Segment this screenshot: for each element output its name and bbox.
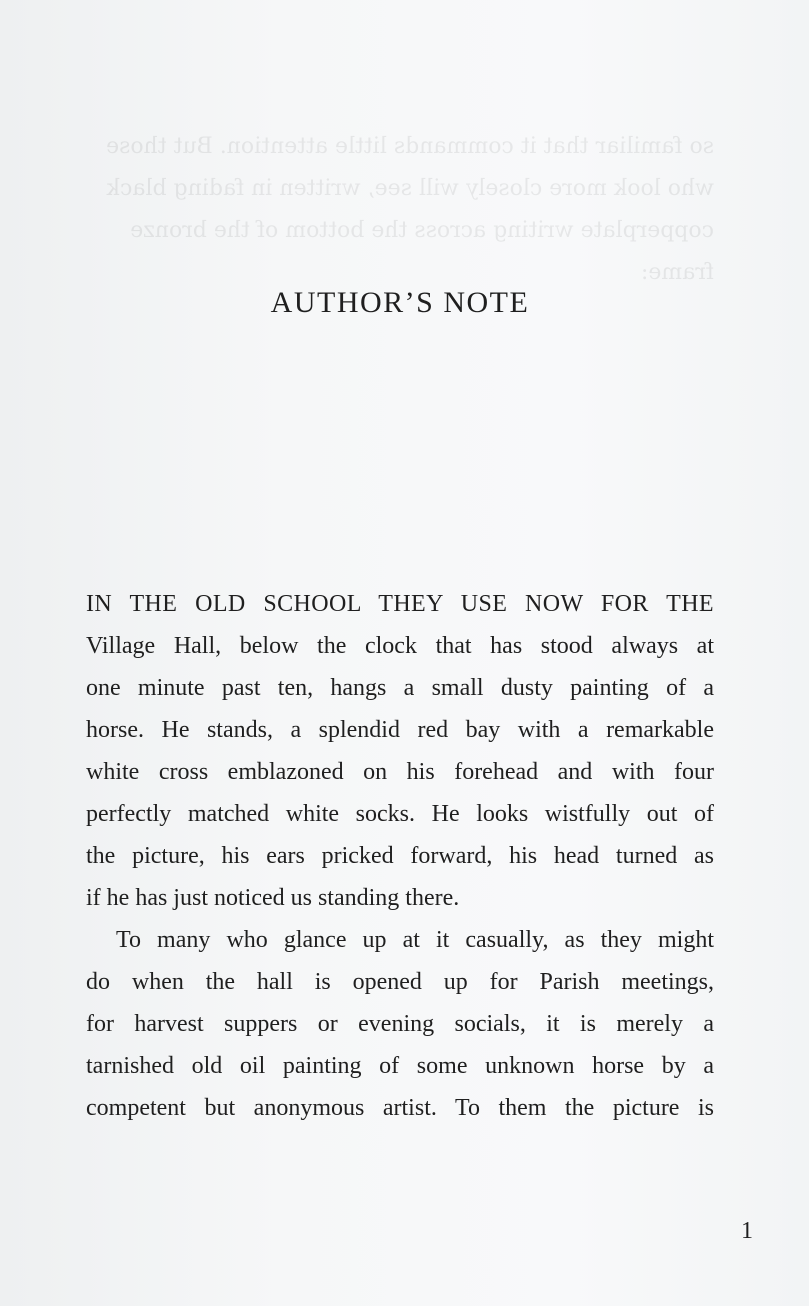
text-line: if he has just noticed us standing there. bbox=[86, 885, 460, 911]
show-through-text: so familiar that it commands little attention. But those bbox=[106, 134, 714, 159]
text-line: one minute past ten, hangs a small dusty painting of a bbox=[86, 675, 714, 701]
text-line: Village Hall, below the clock that has stood always at bbox=[86, 633, 714, 659]
text-line: perfectly matched white socks. He looks wistfully out of bbox=[86, 801, 714, 827]
page-title: AUTHOR’S NOTE bbox=[270, 286, 530, 319]
text-line: white cross emblazoned on his forehead and with four bbox=[86, 759, 714, 785]
show-through-text: frame: bbox=[640, 260, 714, 285]
text-line: the picture, his ears pricked forward, his head turned as bbox=[86, 843, 714, 869]
page-number: 1 bbox=[741, 1218, 753, 1244]
text-line: competent but anonymous artist. To them the picture is bbox=[86, 1095, 714, 1121]
text-line: for harvest suppers or evening socials, it is merely a bbox=[86, 1011, 714, 1037]
show-through-text: copperplate writing across the bottom of the bronze bbox=[130, 218, 714, 243]
body-text bbox=[86, 583, 714, 1129]
text-line: tarnished old oil painting of some unknown horse by a bbox=[86, 1053, 714, 1079]
text-line: horse. He stands, a splendid red bay with a remarkable bbox=[86, 717, 714, 743]
show-through-text: who look more closely will see, written in fading black bbox=[106, 176, 714, 201]
text-line: IN THE OLD SCHOOL THEY USE NOW FOR THE bbox=[86, 591, 714, 617]
text-line: do when the hall is opened up for Parish meetings, bbox=[86, 969, 714, 995]
text-line: To many who glance up at it casually, as they might bbox=[116, 927, 714, 953]
